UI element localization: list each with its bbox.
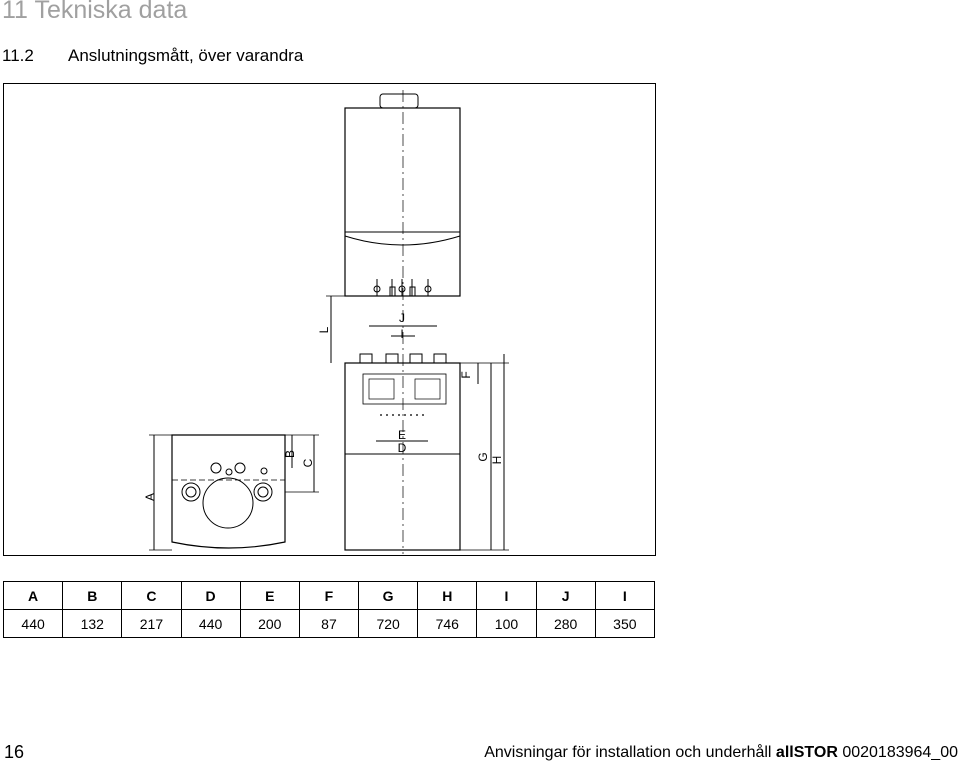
dim-label-l: L <box>317 326 331 334</box>
table-cell: 746 <box>418 610 477 638</box>
table-cell: 200 <box>240 610 299 638</box>
dim-label-j: J <box>399 311 405 325</box>
table-cell: 440 <box>181 610 240 638</box>
table-header-cell: B <box>63 582 122 610</box>
table-header-cell: G <box>359 582 418 610</box>
mounting-plate <box>172 435 285 548</box>
footer-product: allSTOR <box>775 744 838 761</box>
dim-label-b: B <box>283 449 297 459</box>
dim-label-g: G <box>476 452 490 462</box>
table-header-row <box>4 582 655 610</box>
footer-doc-suffix: 0020183964_00 <box>837 744 958 761</box>
section-title <box>2 46 303 66</box>
dim-label-a: A <box>143 492 157 502</box>
page-number: 16 <box>4 742 25 762</box>
dim-label-i: I <box>400 327 404 341</box>
technical-drawing-frame <box>3 83 656 556</box>
table-header-cell: E <box>240 582 299 610</box>
table-cell: 132 <box>63 610 122 638</box>
table-cell: 720 <box>359 610 418 638</box>
table-row <box>4 610 655 638</box>
dim-label-d: D <box>397 441 407 455</box>
table-header-cell: I <box>477 582 536 610</box>
dim-label-f: F <box>459 371 473 379</box>
table-header-cell: J <box>536 582 595 610</box>
footer-doc-prefix: Anvisningar för installation och underhåll <box>484 744 776 761</box>
table-header-cell: C <box>122 582 181 610</box>
dim-label-h: H <box>490 455 504 465</box>
table-cell: 280 <box>536 610 595 638</box>
table-header-cell: F <box>299 582 358 610</box>
footer-document-info <box>484 744 958 762</box>
table-cell: 100 <box>477 610 536 638</box>
section-title-text: Anslutningsmått, över varandra <box>68 46 304 65</box>
table-header-cell: D <box>181 582 240 610</box>
table-cell: 440 <box>4 610 63 638</box>
dimensions-table <box>3 581 655 638</box>
table-cell: 350 <box>595 610 654 638</box>
table-cell: 87 <box>299 610 358 638</box>
table-header-cell: A <box>4 582 63 610</box>
table-cell: 217 <box>122 610 181 638</box>
table-header-cell: I <box>595 582 654 610</box>
chapter-title: 11 Tekniska data <box>2 0 188 24</box>
technical-drawing <box>4 84 655 555</box>
dim-label-e: E <box>397 428 407 442</box>
dim-label-c: C <box>301 458 315 468</box>
boiler-unit <box>345 94 460 296</box>
section-number: 11.2 <box>2 46 34 65</box>
table-header-cell: H <box>418 582 477 610</box>
